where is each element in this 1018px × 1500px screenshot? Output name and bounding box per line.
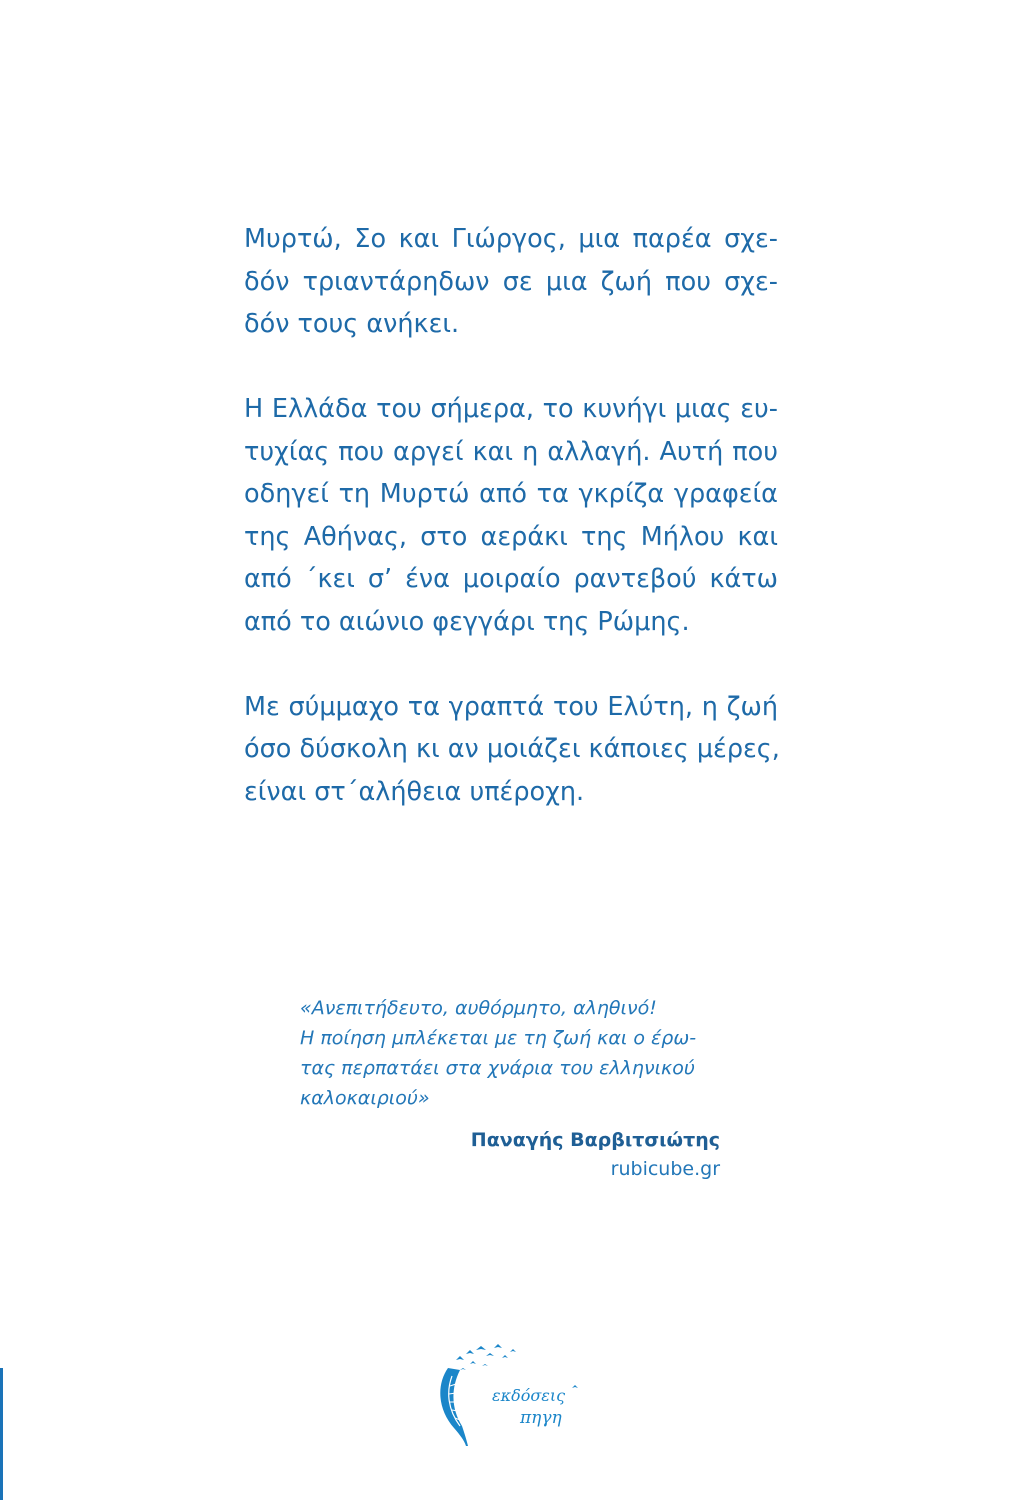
quote-text — [300, 993, 720, 1113]
blurb-line: είναι στ΄αλήθεια υπέροχη. — [244, 776, 585, 807]
quote-line: Η ποίηση μπλέκεται με τη ζωή και ο έρω- — [300, 1027, 697, 1049]
blurb-line: από ΄κει σ’ ένα μοιραίο ραντεβού κάτω — [244, 564, 778, 594]
quote-source: rubicube.gr — [610, 1158, 720, 1180]
publisher-logo — [430, 1340, 600, 1450]
quote-author: Παναγής Βαρβιτσιώτης — [470, 1129, 720, 1151]
blurb-line: Μυρτώ, Σο και Γιώργος, μια παρέα σχε- — [244, 224, 778, 254]
blurb-line: από το αιώνιο φεγγάρι της Ρώμης. — [244, 606, 690, 637]
blurb-line: τυχίας που αργεί και η αλλαγή. Αυτή που — [244, 436, 778, 467]
blurb-line: της Αθήνας, στο αεράκι της Μήλου και — [244, 521, 778, 552]
blurb-line: δόν τους ανήκει. — [244, 309, 460, 339]
quote-line: «Ανεπιτήδευτο, αυθόρμητο, αληθινό! — [300, 997, 657, 1019]
blurb-line: Με σύμμαχο τα γραπτά του Ελύτη, η ζωή — [244, 691, 778, 722]
left-edge-stripe — [0, 1368, 3, 1500]
quote-line: τας περπατάει στα χνάρια του ελληνικού — [300, 1057, 695, 1079]
review-quote — [300, 993, 720, 1183]
blurb-line: Η Ελλάδα του σήμερα, το κυνήγι μιας ευ- — [244, 394, 778, 424]
publisher-name-line-1: εκδόσεις — [492, 1386, 566, 1405]
blurb-line: οδηγεί τη Μυρτώ από τα γκρίζα γραφεία — [244, 479, 778, 509]
quote-line: καλοκαιριού» — [300, 1087, 430, 1109]
blurb-paragraph-3 — [244, 686, 778, 814]
publisher-name-line-2: πηγη — [520, 1408, 562, 1428]
blurb-paragraph-1 — [244, 218, 778, 346]
blurb-line: δόν τριαντάρηδων σε μια ζωή που σχε- — [244, 266, 778, 297]
blurb-paragraph-2 — [244, 388, 778, 643]
back-cover-blurb — [244, 218, 778, 856]
blurb-line: όσο δύσκολη κι αν μοιάζει κάποιες μέρες, — [244, 734, 780, 764]
